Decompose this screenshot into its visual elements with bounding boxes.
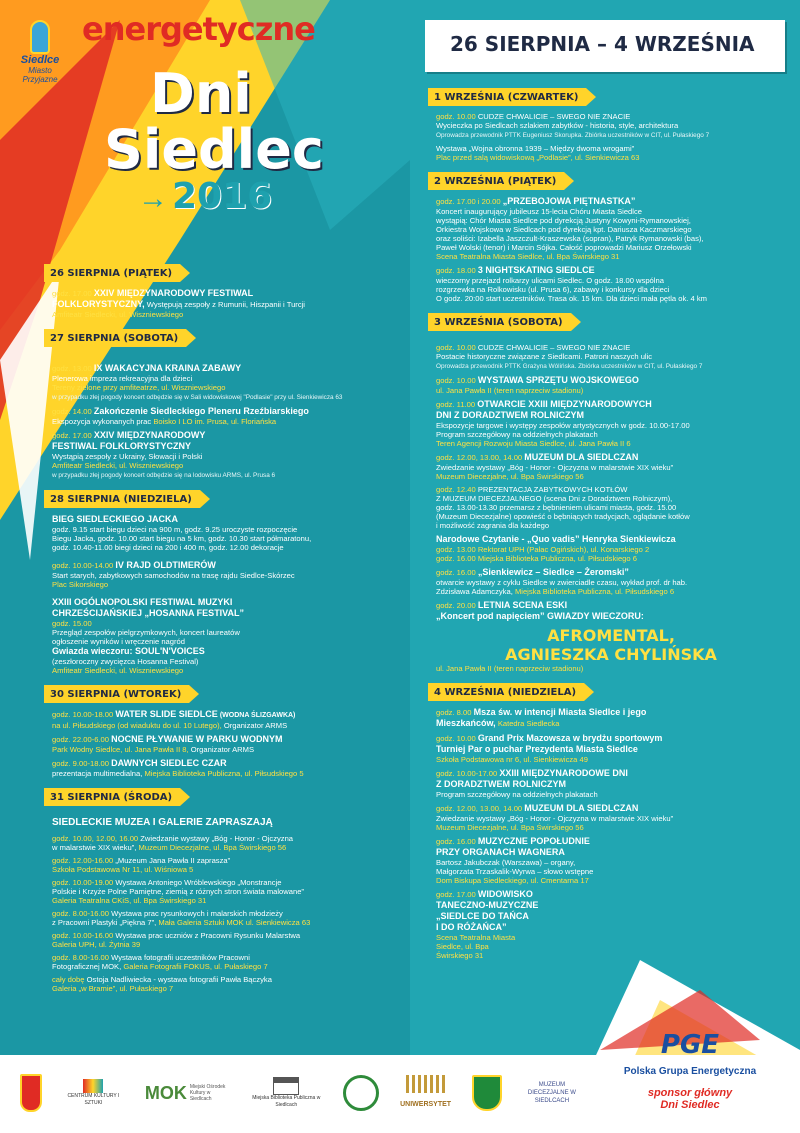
event-27-2 [52, 406, 407, 426]
sponsor-block [590, 1030, 790, 1111]
mok-label: MOK [144, 1082, 187, 1103]
event-2-2 [436, 265, 786, 303]
event-3-7 [436, 567, 786, 596]
city-logo [14, 20, 66, 100]
event-time: godz. 10.00, 12.00, 16.00 [52, 834, 139, 843]
event-title: WIDOWISKO [477, 889, 533, 899]
event-title: „PRZEBOJOWA PIĘTNASTKA” [502, 196, 636, 206]
event-time: godz. 10.00 [436, 112, 476, 121]
uph-building-icon [406, 1075, 446, 1093]
event-title: PRZY ORGANACH WAGNERA [436, 847, 565, 857]
event-desc: Wystawa prac rysunkowych i malarskich młodzieży [111, 909, 283, 918]
event-time: godz. 12.00, 13.00, 14.00 [436, 453, 523, 462]
city-logo-figure-icon [30, 20, 50, 54]
event-desc: Wystawa fotografii uczestników Pracowni [111, 953, 250, 962]
event-desc: Ekspozycje targowe i występy zespołów artystycznych w godz. 10.00-17.00 [436, 421, 690, 430]
partner-logos [20, 1068, 580, 1118]
event-org: Organizator ARMS [190, 745, 255, 754]
event-place: Rektorat UPH (Pałac Ogińskich), ul. Konarskiego 2 [477, 545, 650, 554]
event-31-3 [52, 878, 407, 905]
event-desc: Występują zespoły z Rumunii, Hiszpanii i Turcji [146, 300, 305, 309]
event-3-1 [436, 343, 786, 371]
event-28-3 [52, 597, 407, 675]
event-time: godz. 8.00-16.00 [52, 909, 109, 918]
event-title-small: (WODNA ŚLIZGAWKA) [219, 712, 296, 719]
event-place: Galeria Teatralna CKiS, ul. Bpa Świrskiego 31 [52, 896, 207, 905]
event-desc: Plenerowa impreza rekreacyjna dla dzieci [52, 374, 193, 383]
day-header-31: 31 SIERPNIA (ŚRODA) [44, 788, 180, 806]
event-30-2 [52, 734, 407, 754]
title-dni: Dni [150, 62, 252, 125]
city-sub-1: Miasto [28, 66, 52, 75]
event-desc: „Muzeum Jana Pawła II zaprasza” [115, 856, 231, 865]
ckis-label: CENTRUM KULTURY I SZTUKI [67, 1093, 120, 1106]
diocese-shield-icon [472, 1075, 502, 1111]
pge-logo: PGE [660, 1030, 720, 1060]
event-desc: prezentacja multimedialna, [52, 769, 143, 778]
event-time: godz. 22.00-6.00 [52, 735, 109, 744]
event-31-6 [52, 953, 407, 971]
event-time: godz. 10.00-14.00 [52, 561, 114, 570]
event-title: Mieszkańców, [436, 718, 496, 728]
event-desc: rozgrzewka na Rolkowisku (ul. Prusa 6), zabawy i konkursy dla dzieci [436, 285, 670, 294]
event-title: FESTIWAL FOLKLORYSTYCZNY [52, 441, 191, 451]
event-title: WATER SLIDE SIEDLCE [115, 709, 218, 719]
event-title: XXIV MIĘDZYNARODOWY FESTIWAL [93, 288, 254, 298]
event-title: 3 NIGHTSKATING SIEDLCE [477, 265, 595, 275]
event-desc: Biegu Jacka, godz. 10.00 start biegu na 5 km, godz. 10.30 start półmaratonu, [52, 534, 312, 543]
event-title: „Sienkiewicz – Siedlce – Żeromski” [477, 567, 629, 577]
event-time: godz. 18.00 [436, 266, 476, 275]
event-place: Muzeum Diecezjalne, ul. Bpa Świrskiego 56 [138, 843, 287, 852]
city-name: Siedlce [20, 54, 60, 66]
event-desc: godz. 10.40-11.00 biegi dzieci na 200 i 400 m, godz. 12.00 dekoracje [52, 543, 284, 552]
event-3-4 [436, 452, 786, 481]
uph-label: UNIWERSYTET [400, 1101, 452, 1108]
event-31-7 [52, 975, 407, 993]
event-place: Miejska Biblioteka Publiczna, ul. Piłsudskiego 5 [144, 769, 304, 778]
event-time: godz. 12.00, 13.00, 14.00 [436, 804, 523, 813]
city-sub-2: Przyjazne [22, 75, 58, 84]
event-place: Plac Sikorskiego [52, 580, 109, 589]
event-place: Plac przed salą widowiskową „Podlasie”, ul. Sienkiewicza 63 [436, 153, 640, 162]
event-desc: (Muzeum Diecezjalne) opowieść o bębniących tradycjach, oglądanie kotłów [436, 512, 690, 521]
event-time: godz. 11.00 [436, 400, 476, 409]
event-3-2 [436, 375, 786, 395]
event-desc: Wystawa Antoniego Wróblewskiego „Monstrancje [115, 878, 282, 887]
event-desc: Paweł Wolski (tenor) i Marcin Sójka. Całość poprowadzi Mariusz Orzełowski [436, 243, 692, 252]
event-desc: Wycieczka po Siedlcach szlakiem zabytków - historia, style, architektura [436, 121, 679, 130]
event-place: Scena Teatralna Miasta [436, 933, 516, 942]
event-3-6 [436, 534, 786, 563]
event-time: godz. 17.00 [436, 890, 476, 899]
event-place: Świrskiego 31 [436, 951, 484, 960]
event-3-3 [436, 399, 786, 448]
mok-logo [145, 1083, 230, 1104]
event-30-3 [52, 758, 407, 778]
event-title: SIEDLECKIE MUZEA I GALERIE ZAPRASZAJĄ [52, 817, 273, 828]
event-desc: i możliwość zagrania dla każdego [436, 521, 550, 530]
sponsor-line-2: Dni Siedlec [660, 1099, 720, 1111]
event-4-2 [436, 733, 786, 764]
event-31-5 [52, 931, 407, 949]
event-time: godz. 9.00-18.00 [52, 759, 109, 768]
event-title: Z DORADZTWEM ROLNICZYM [436, 779, 566, 789]
event-place: Miejska Biblioteka Publiczna, ul. Piłsudskiego 6 [477, 554, 637, 563]
event-desc: oraz soliści: Izabella Jaszczult-Kraszewska (sopran), Patryk Rymanowski (bas), [436, 234, 704, 243]
event-title: BIEG SIEDLECKIEGO JACKA [52, 514, 179, 524]
event-desc: w malarstwie XIX wieku”, [52, 843, 137, 852]
event-desc: (zeszłoroczny zwycięzca Hosanna Festival) [52, 657, 199, 666]
event-title: „Koncert pod napięciem” GWIAZDY WIECZORU: [436, 611, 644, 621]
event-org: Organizator ARMS [223, 721, 288, 730]
event-1-1 [436, 112, 786, 140]
event-place: Szkoła Podstawowa Nr 11, ul. Wiśniowa 5 [52, 865, 194, 874]
event-title: Narodowe Czytanie - „Quo vadis” Henryka Sienkiewicza [436, 534, 676, 544]
event-time: godz. 10.00-17.00 [436, 769, 498, 778]
event-title: I DO RÓŻAŃCA” [436, 922, 507, 932]
event-31-2 [52, 856, 407, 874]
event-4-4 [436, 803, 786, 832]
event-desc: ogłoszenie wyników i wręczenie nagród [52, 637, 185, 646]
event-time: cały dobę [52, 975, 85, 984]
event-title: PREZENTACJA ZABYTKOWYCH KOTŁÓW [477, 485, 628, 494]
right-column [436, 82, 786, 964]
event-place: Galeria UPH, ul. Żytnia 39 [52, 940, 141, 949]
event-31-1 [52, 834, 407, 852]
event-place: Scena Teatralna Miasta Siedlce, ul. Bpa Świrskiego 31 [436, 252, 620, 261]
event-desc: Postacie historyczne związane z Siedlcami. Patroni naszych ulic [436, 352, 653, 361]
event-desc: Program szczegółowy na oddzielnych plakatach [436, 790, 598, 799]
day-header-3: 3 WRZEŚNIA (SOBOTA) [428, 313, 571, 331]
event-4-1 [436, 707, 786, 729]
event-star: Gwiazda wieczoru: SOUL'N'VOICES [52, 646, 205, 656]
event-title: XXIII OGÓLNOPOLSKI FESTIWAL MUZYKI [52, 597, 233, 607]
event-note: Oprowadza przewodnik PTTK Eugeniusz Skorupka. Zbiórka uczestników w CIT, ul. Pułaskiego 7 [436, 132, 710, 139]
event-desc: Start starych, zabytkowych samochodów na trasę rajdu Siedlce-Skórzec [52, 571, 295, 580]
event-time: godz. 8.00-16.00 [52, 953, 109, 962]
event-desc: z Pracowni Plastyki „Piękna 7”, [52, 918, 157, 927]
event-time: godz. 10.00 [436, 343, 476, 352]
event-place: Muzeum Diecezjalne, ul. Bpa Świrskiego 56 [436, 823, 584, 832]
event-place: Dom Biskupa Siedleckiego, ul. Cmentarna 17 [436, 876, 589, 885]
event-title: MUZYCZNE POPOŁUDNIE [477, 836, 590, 846]
event-4-3 [436, 768, 786, 799]
event-place: Szkoła Podstawowa nr 6, ul. Sienkiewicza 49 [436, 755, 588, 764]
event-2-1 [436, 196, 786, 261]
event-desc: Zwiedzanie wystawy „Bóg - Honor - Ojczyzna [140, 834, 294, 843]
event-title: DNI Z DORADZTWEM ROLNICZYM [436, 410, 584, 420]
event-time: godz. 17.00 [52, 289, 92, 298]
event-title: MUZEUM DLA SIEDLCZAN [524, 803, 639, 813]
muzeum-label: MUZEUM DIECEZJALNE W SIEDLCACH [527, 1082, 576, 1104]
arrow-icon: → [138, 182, 168, 215]
event-desc: Wystąpią zespoły z Ukrainy, Słowacji i Polski [52, 452, 203, 461]
event-title: XXIII MIĘDZYNARODOWE DNI [499, 768, 628, 778]
event-time: godz. 10.00-19.00 [52, 878, 114, 887]
ckis-logo [63, 1079, 123, 1107]
day-header-28: 28 SIERPNIA (NIEDZIELA) [44, 490, 200, 508]
title-year: 2016 [172, 176, 273, 217]
event-28-1 [52, 514, 407, 552]
event-title: Zakończenie Siedleckiego Pleneru Rzeźbiarskiego [93, 406, 309, 416]
event-31-4 [52, 909, 407, 927]
event-place: Miejska Biblioteka Publiczna, ul. Piłsudskiego 6 [514, 587, 675, 596]
title-siedlec: Siedlec [104, 118, 324, 181]
event-time: godz. 14.00 [52, 407, 92, 416]
day-header-1: 1 WRZEŚNIA (CZWARTEK) [428, 88, 586, 106]
event-desc: Zwiedzanie wystawy „Bóg - Honor - Ojczyzna w malarstwie XIX wieku” [436, 463, 674, 472]
event-time: godz. 17.00 [52, 431, 92, 440]
event-27-1 [52, 363, 407, 402]
mok-sub-label: Miejski Ośrodek Kultury w Siedlcach [189, 1084, 226, 1102]
event-time: godz. 10.00-16.00 [52, 931, 114, 940]
event-4-6 [436, 889, 596, 960]
event-desc: Małgorzata Trzaskalik-Wyrwa – słowo wstępne [436, 867, 594, 876]
left-column [52, 258, 407, 997]
event-title: CHRZEŚCIJAŃSKIEJ „HOSANNA FESTIVAL” [52, 608, 245, 618]
event-desc: Ekspozycja wykonanych prac [52, 417, 152, 426]
day-header-26: 26 SIERPNIA (PIĄTEK) [44, 264, 180, 282]
event-place: Teren Agencji Rozwoju Miasta Siedlce, ul. Jana Pawła II 6 [436, 439, 631, 448]
event-note: Oprowadza przewodnik PTTK Grażyna Wólińska. Zbiórka uczestników w CIT, ul. Pułaskiego 7 [436, 363, 703, 370]
day-header-30: 30 SIERPNIA (WTOREK) [44, 685, 189, 703]
event-desc: Ostoja Nadliwiecka - wystawa fotografii Pawła Bączyka [86, 975, 272, 984]
event-place: na ul. Piłsudskiego (od wiaduktu do ul. 10 Lutego), [52, 721, 222, 730]
event-4-5 [436, 836, 786, 885]
event-time: godz. 20.00 [436, 601, 476, 610]
event-title: IV RAJD OLDTIMERÓW [115, 560, 216, 570]
library-building-icon [273, 1077, 299, 1095]
event-26-1 [52, 288, 407, 319]
event-title: MUZEUM DLA SIEDLCZAN [524, 452, 639, 462]
event-place: Mała Galeria Sztuki MOK ul. Sienkiewicza 63 [158, 918, 311, 927]
event-place: Park Wodny Siedlce, ul. Jana Pawła II 8, [52, 745, 189, 754]
event-desc: Wystawa prac uczniów z Pracowni Rysunku Malarstwa [115, 931, 301, 940]
event-place: Siedlce, ul. Bpa [436, 942, 489, 951]
event-title: TANECZNO-MUZYCZNE [436, 900, 539, 910]
event-27-3 [52, 430, 407, 480]
event-time: godz. 10.00-18.00 [52, 710, 114, 719]
event-title: Grand Prix Mazowsza w brydżu sportowym [477, 733, 663, 743]
event-time: godz. 8.00 [436, 708, 472, 717]
event-desc: wystąpią: Chór Miasta Siedlce pod dyrekcją Justyny Kowyni-Rymanowskiej, [436, 216, 691, 225]
event-title: IX WAKACYJNA KRAINA ZABAWY [93, 363, 242, 373]
event-3-8 [436, 600, 786, 673]
event-place: Amfiteatr Siedlecki, ul. Wiszniewskiego [52, 461, 184, 470]
muzeum-logo [524, 1081, 580, 1105]
event-place: Amfiteatr Siedlecki, ul. Wiszniewskiego [52, 666, 184, 675]
event-place: Muzeum Diecezjalne, ul. Bpa Świrskiego 56 [436, 472, 584, 481]
day-header-27: 27 SIERPNIA (SOBOTA) [44, 329, 186, 347]
sponsor-line-1: sponsor główny [647, 1087, 733, 1099]
event-time: godz. 10.00 [436, 376, 476, 385]
event-place: Amfiteatr Siedlecki, ul. Wiszniewskiego [52, 310, 184, 319]
event-desc: Koncert inaugurujący jubileusz 15-lecia Chóru Miasta Siedlce [436, 207, 642, 216]
title-small: energetyczne [82, 10, 315, 48]
rural-logo-icon [343, 1075, 379, 1111]
event-time: godz. 12.40 [436, 485, 476, 494]
event-time: godz. 17.00 i 20.00 [436, 197, 501, 206]
event-title: CUDZE CHWALICIE – SWEGO NIE ZNACIE [477, 343, 631, 352]
sponsor-name: Polska Grupa Energetyczna [623, 1066, 757, 1077]
event-title: „SIEDLCE DO TAŃCA [436, 911, 529, 921]
event-title: FOLKLORYSTYCZNY, [52, 299, 145, 309]
event-1-2 [436, 144, 786, 162]
event-title: OTWARCIE XXIII MIĘDZYNARODOWYCH [477, 399, 652, 409]
event-place: Boisko I LO im. Prusa, ul. Floriańska [153, 417, 277, 426]
event-time: godz. 15.00 [52, 619, 92, 628]
event-30-1 [52, 709, 407, 730]
event-desc: Zdzisława Adamczyka, [436, 587, 513, 596]
event-desc: Zwiedzanie wystawy „Bóg - Honor - Ojczyzna w malarstwie XIX wieku” [436, 814, 674, 823]
ckis-icon [83, 1079, 103, 1093]
event-place: Tereny zielone przy amfiteatrze, ul. Wiszniewskiego [52, 383, 226, 392]
event-title: WYSTAWA SPRZĘTU WOJSKOWEGO [477, 375, 639, 385]
event-place: ul. Jana Pawła II (teren naprzeciw stadionu) [436, 664, 584, 673]
event-desc: Z MUZEUM DIECEZJALNEGO (scena Dni z Doradztwem Rolniczym), [436, 494, 673, 503]
uph-logo [400, 1075, 451, 1111]
event-place: Galeria „w Bramie”, ul. Pułaskiego 7 [52, 984, 174, 993]
event-title: XXIV MIĘDZYNARODOWY [93, 430, 206, 440]
coat-of-arms-icon [20, 1074, 42, 1112]
event-title: CUDZE CHWALICIE – SWEGO NIE ZNACIE [477, 112, 631, 121]
headliner-2: AGNIESZKA CHYLIŃSKA [505, 645, 717, 664]
mbp-logo [251, 1077, 321, 1109]
event-28-2 [52, 560, 407, 589]
event-title: DAWNYCH SIEDLEC CZAR [111, 758, 227, 768]
event-desc: Bartosz Jakubczak (Warszawa) – organy, [436, 858, 576, 867]
event-title: Msza św. w intencji Miasta Siedlce i jego [473, 707, 647, 717]
event-31-head [52, 812, 407, 830]
headliner-1: AFROMENTAL, [547, 626, 675, 645]
event-time: godz. 16.00 [436, 568, 476, 577]
event-desc: Fotograficznej MOK, [52, 962, 122, 971]
event-note: w przypadku złej pogody koncert odbędzie się na lodowisku ARMS, ul. Prusa 6 [52, 472, 276, 479]
date-range: 26 SIERPNIA – 4 WRZEŚNIA [450, 32, 755, 56]
event-desc: wieczorny przejazd rolkarzy ulicami Siedlec. O godz. 18.00 wspólna [436, 276, 664, 285]
event-desc: Wystawa „Wojna obronna 1939 – Między dwoma wrogami” [436, 144, 635, 153]
event-title: LETNIA SCENA ESKI [477, 600, 568, 610]
event-title: NOCNE PŁYWANIE W PARKU WODNYM [111, 734, 283, 744]
event-desc: godz. 9.15 start biegu dzieci na 900 m, godz. 9.25 uroczyste rozpoczęcie [52, 525, 298, 534]
event-desc: Przegląd zespołów pielgrzymkowych, koncert laureatów [52, 628, 240, 637]
event-time: godz. 10.00 [436, 734, 476, 743]
day-header-4: 4 WRZEŚNIA (NIEDZIELA) [428, 683, 584, 701]
event-time: godz. 12.00-16.00 [52, 856, 114, 865]
event-desc: O godz. 20:00 start uczestników. Trasa ok. 15 km. Dla dzieci mała pętla ok. 4 km [436, 294, 707, 303]
event-desc: Polskie i Krzyże Polne Pamiętne, ziemią z różnych stron świata malowane” [52, 887, 304, 896]
event-time: godz. 13.00 [436, 545, 476, 554]
event-desc: otwarcie wystawy z cyklu Siedlce w zwierciadle czasu, wykład prof. dr hab. [436, 578, 688, 587]
event-note: w przypadku złej pogody koncert odbędzie się w Sali widowiskowej "Podlasie" przy ul. Sienkiewicza 63 [52, 394, 343, 401]
event-time: godz. 16.00 [436, 554, 476, 563]
event-desc: Program szczegółowy na oddzielnych plakatach [436, 430, 598, 439]
event-3-5 [436, 485, 786, 530]
event-place: ul. Jana Pawła II (teren naprzeciw stadionu) [436, 386, 584, 395]
event-title: Turniej Par o puchar Prezydenta Miasta Siedlce [436, 744, 638, 754]
event-place: Galeria Fotografii FOKUS, ul. Pułaskiego 7 [123, 962, 268, 971]
mbp-label: Miejska Biblioteka Publiczna w Siedlcach [252, 1095, 321, 1108]
day-header-2: 2 WRZEŚNIA (PIĄTEK) [428, 172, 564, 190]
event-desc: godz. 13.00-13.30 przemarsz z bębnieniem ulicami miasta, godz. 15.00 [436, 503, 677, 512]
event-time: godz. 16.00 [436, 837, 476, 846]
event-desc: Orkiestra Wojskowa w Siedlcach pod dyrekcją kpt. Dariusza Kaczmarskiego [436, 225, 692, 234]
event-place: Katedra Siedlecka [497, 719, 560, 728]
event-time: godz. 13.00 [52, 364, 92, 373]
